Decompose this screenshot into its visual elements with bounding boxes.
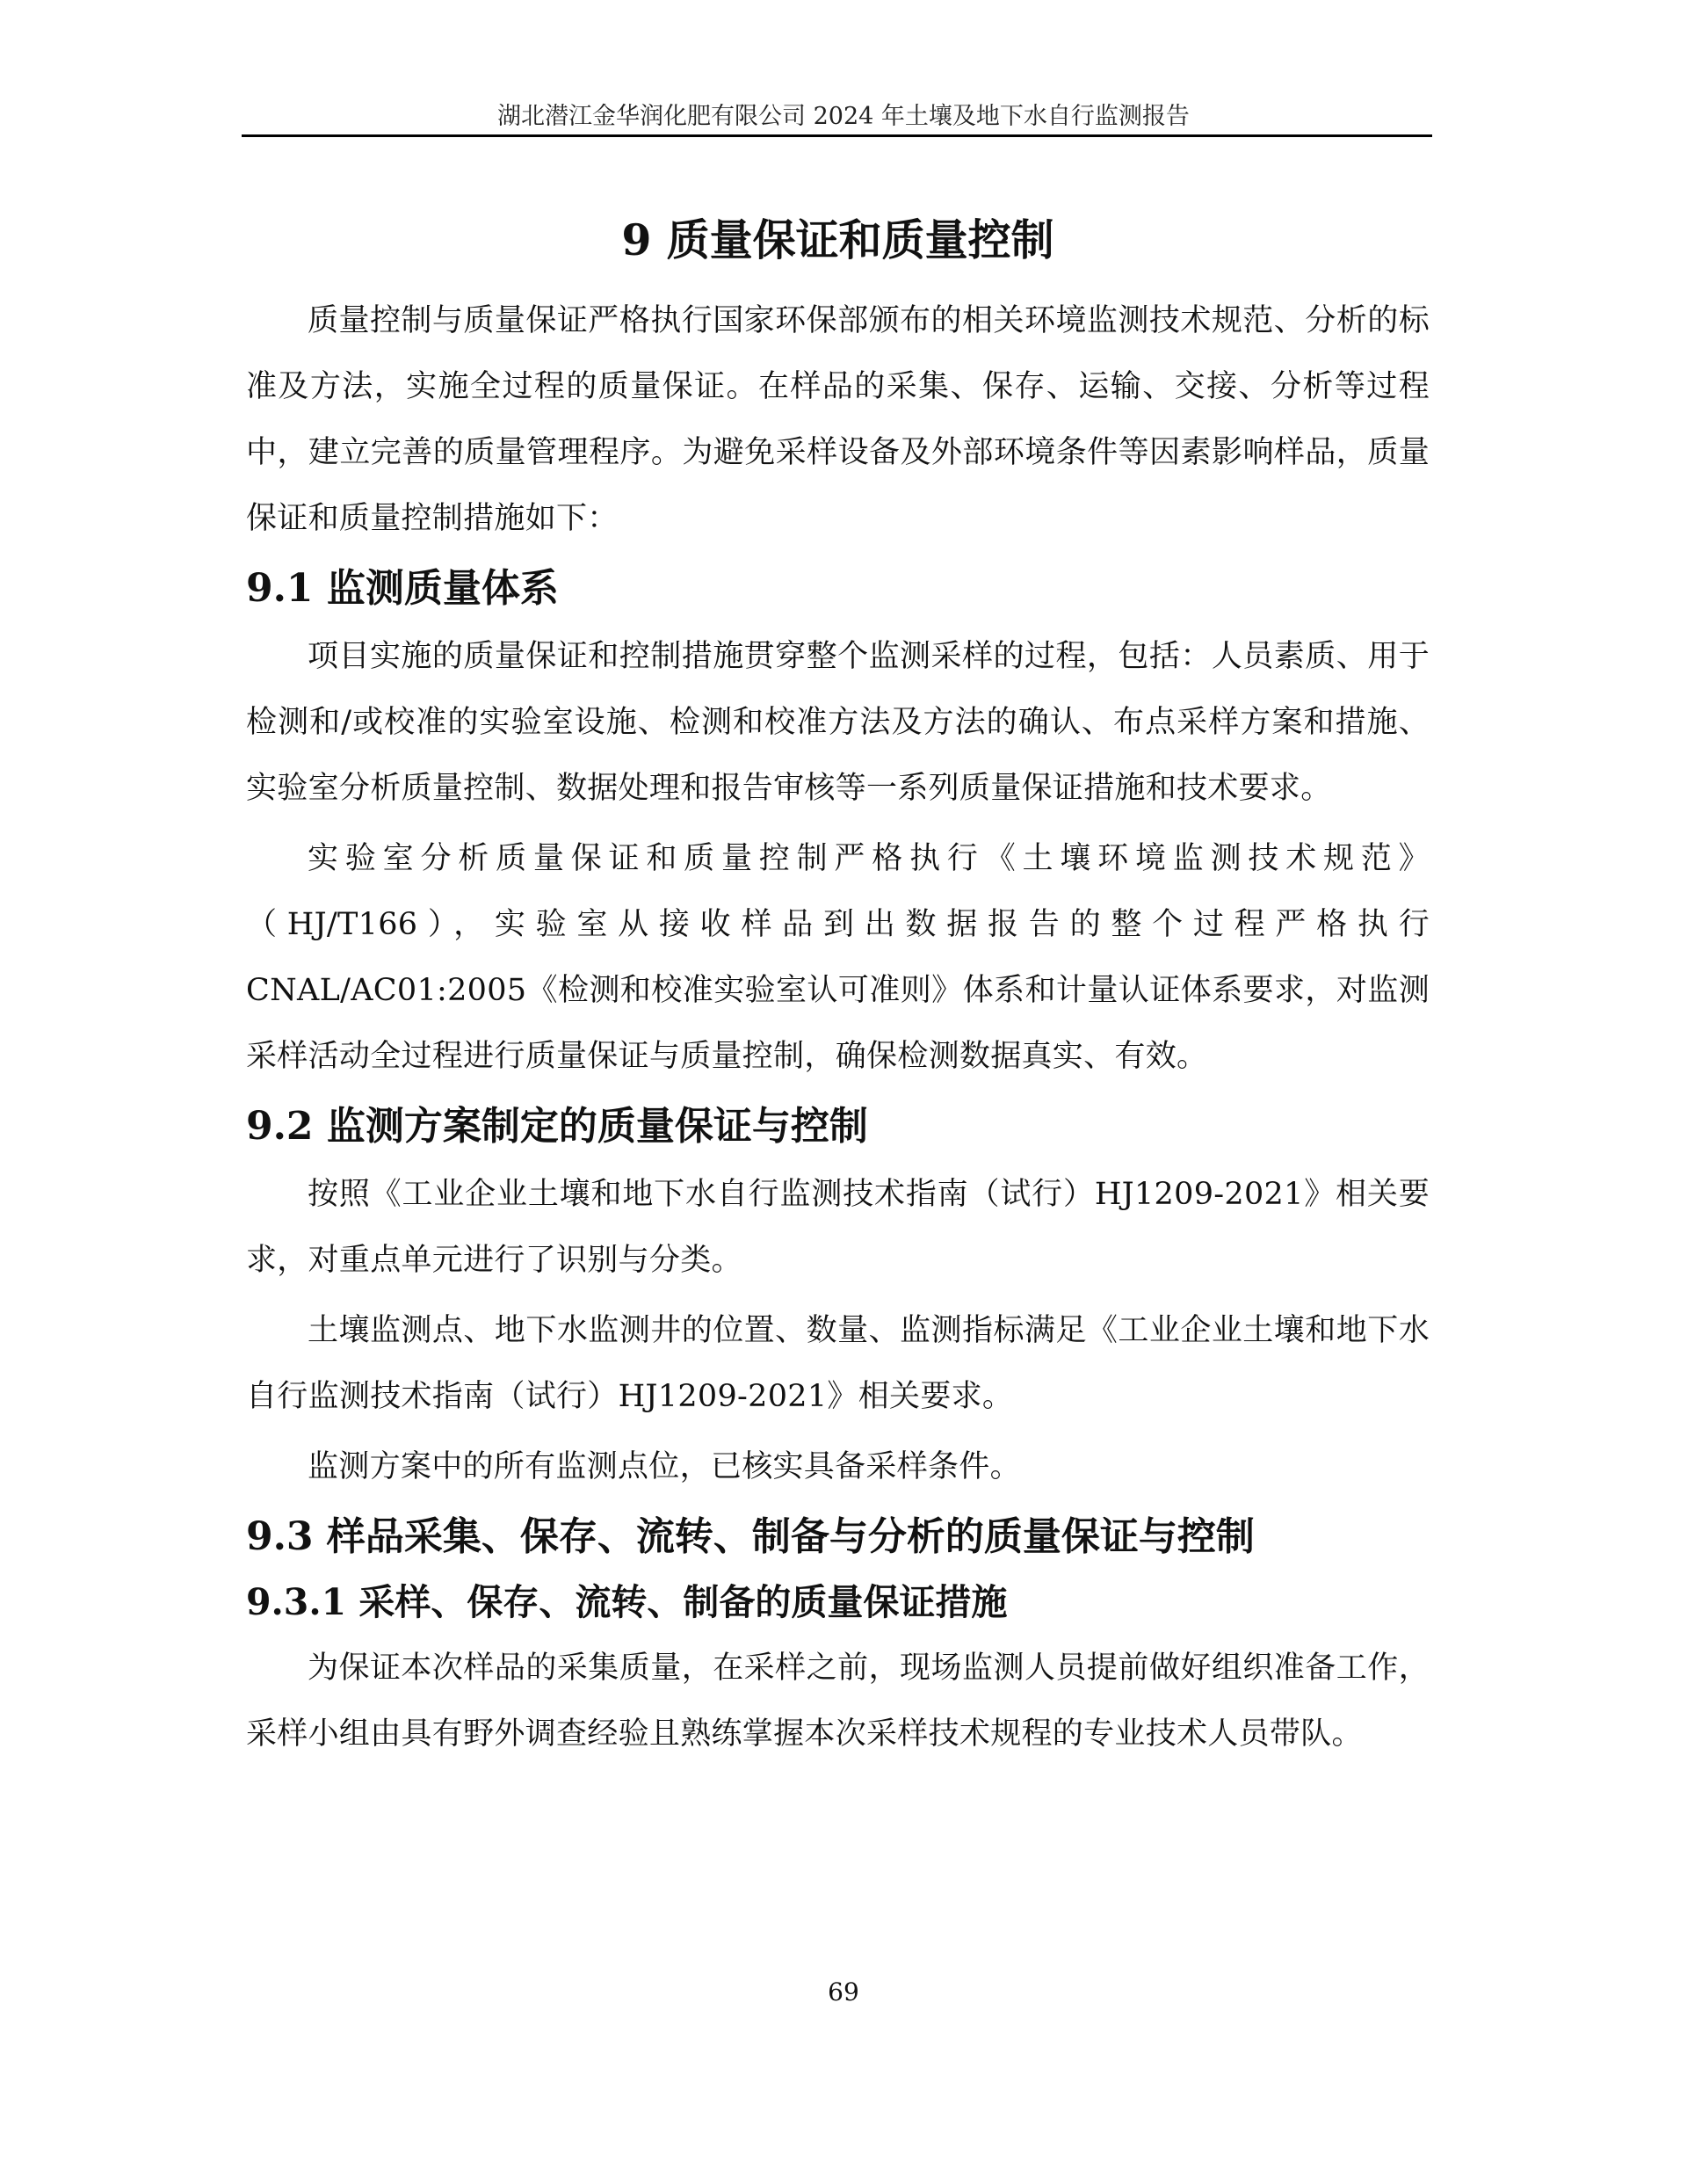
header-divider — [242, 134, 1432, 137]
section-title-9-2: 9.2 监测方案制定的质量保证与控制 — [246, 1104, 868, 1149]
running-header: 湖北潜江金华润化肥有限公司 2024 年土壤及地下水自行监测报告 — [497, 103, 1190, 130]
section-title-9-3: 9.3 样品采集、保存、流转、制备与分析的质量保证与控制 — [246, 1514, 1255, 1559]
page-body — [246, 213, 1430, 1772]
paragraph: 项目实施的质量保证和控制措施贯穿整个监测采样的过程，包括：人员素质、用于检测和/或校准的实验室设施、检测和校准方法及方法的确认、布点采样方案和措施、实验室分析质量控制、数据处理和报告审核等一系列质量保证措施和技术要求。 — [246, 639, 1430, 806]
subsection-title-9-3-1: 9.3.1 采样、保存、流转、制备的质量保证措施 — [246, 1581, 1008, 1623]
paragraph: 为保证本次样品的采集质量，在采样之前，现场监测人员提前做好组织准备工作，采样小组由具有野外调查经验且熟练掌握本次采样技术规程的专业技术人员带队。 — [246, 1651, 1430, 1752]
section-title-9-1: 9.1 监测质量体系 — [246, 566, 559, 611]
page-number: 69 — [828, 1977, 859, 2006]
paragraph: 监测方案中的所有监测点位，已核实具备采样条件。 — [308, 1449, 1021, 1484]
paragraph: 土壤监测点、地下水监测井的位置、数量、监测指标满足《工业企业土壤和地下水自行监测技术指南（试行）HJ1209-2021》相关要求。 — [246, 1313, 1430, 1414]
paragraph: 按照《工业企业土壤和地下水自行监测技术指南（试行）HJ1209-2021》相关要求，对重点单元进行了识别与分类。 — [246, 1177, 1430, 1278]
chapter-intro-paragraph: 质量控制与质量保证严格执行国家环保部颁布的相关环境监测技术规范、分析的标准及方法，实施全过程的质量保证。在样品的采集、保存、运输、交接、分析等过程中，建立完善的质量管理程序。为避免采样设备及外部环境条件等因素影响样品，质量保证和质量控制措施如下： — [246, 303, 1430, 536]
paragraph: 实验室分析质量保证和质量控制严格执行《土壤环境监测技术规范》（HJ/T166），实验室从接收样品到出数据报告的整个过程严格执行CNAL/AC01:2005《检测和校准实验室认可准则》体系和计量认证体系要求，对监测采样活动全过程进行质量保证与质量控制，确保检测数据真实、有效。 — [246, 841, 1430, 1074]
chapter-title: 9 质量保证和质量控制 — [621, 214, 1054, 265]
